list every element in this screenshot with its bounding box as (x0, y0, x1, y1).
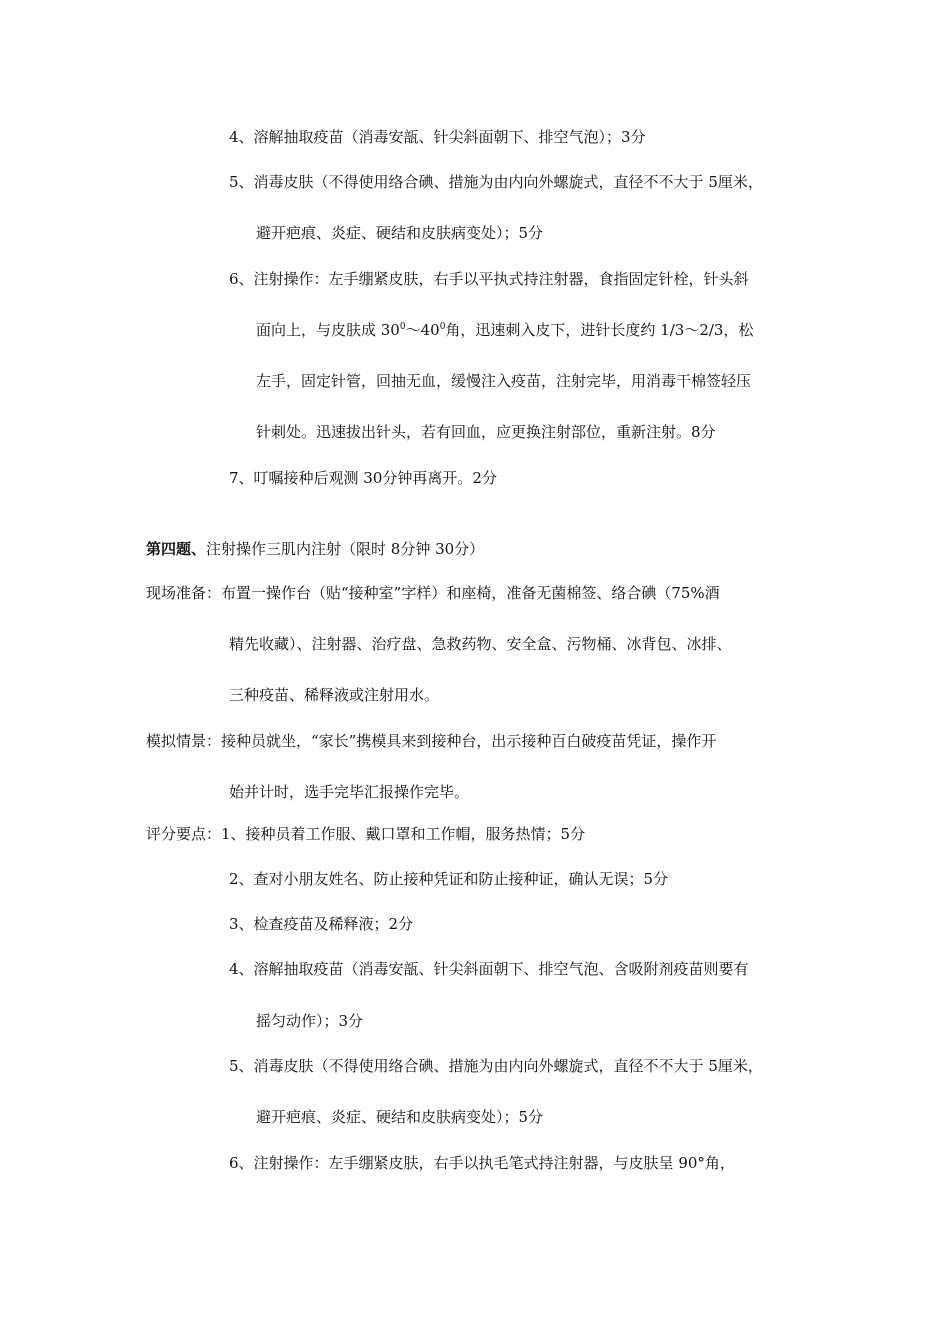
site-prep-cont-2: 三种疫苗、稀释液或注射用水。 (229, 686, 440, 704)
item-7-observe: 7、叮嘱接种后观测 30分钟再离开。2分 (229, 469, 497, 487)
item-4-vaccine-draw: 4、溶解抽取疫苗（消毒安瓿、针尖斜面朝下、排空气泡）；3分 (229, 128, 646, 146)
section-4-heading-bold: 第四题、 (146, 540, 207, 558)
section-4-heading-rest: 注射操作三肌内注射（限时 8分钟 30分） (206, 540, 485, 558)
scoring-1: 评分要点：1、接种员着工作服、戴口罩和工作帽，服务热情；5分 (146, 825, 586, 843)
item-6-injection-cont-2: 左手，固定针管，回抽无血，缓慢注入疫苗，注射完毕，用消毒干棉签轻压 (256, 372, 752, 390)
scenario: 模拟情景：接种员就坐，“家长”携模具来到接种台，出示接种百白破疫苗凭证，操作开 (146, 732, 717, 750)
item-6-injection-cont-1 (256, 320, 753, 340)
scenario-cont: 始并计时，选手完毕汇报操作完毕。 (229, 783, 470, 801)
item-6-injection-cont-3: 针刺处。迅速拔出针头，若有回血，应更换注射部位，重新注射。8分 (256, 423, 716, 441)
section-4-heading (146, 539, 484, 559)
scoring-4-cont: 摇匀动作）；3分 (256, 1012, 364, 1030)
item-6-injection: 6、注射操作：左手绷紧皮肤，右手以平执式持注射器，食指固定针栓，针头斜 (229, 270, 749, 288)
site-prep-cont-1: 精先收藏）、注射器、治疗盘、急救药物、安全盒、污物桶、冰背包、冰排、 (229, 635, 732, 653)
scoring-2: 2、查对小朋友姓名、防止接种凭证和防止接种证，确认无误；5分 (229, 870, 669, 888)
site-prep: 现场准备：布置一操作台（贴“接种室”字样）和座椅，准备无菌棉签、络合碘（75%酒 (146, 584, 720, 602)
degree-sup-2: 0 (439, 322, 446, 332)
angle-text-post: 角，迅速刺入皮下，进针长度约 1/3～2/3，松 (445, 321, 754, 339)
angle-text-mid: ～40 (405, 321, 440, 339)
scoring-6: 6、注射操作：左手绷紧皮肤，右手以执毛笔式持注射器，与皮肤呈 90°角， (229, 1154, 735, 1172)
scoring-5: 5、消毒皮肤（不得使用络合碘、措施为由内向外螺旋式，直径不不大于 5厘米， (229, 1057, 763, 1075)
item-5-skin-disinfect: 5、消毒皮肤（不得使用络合碘、措施为由内向外螺旋式，直径不不大于 5厘米， (229, 173, 763, 191)
scoring-3: 3、检查疫苗及稀释液；2分 (229, 915, 414, 933)
scoring-5-cont: 避开疤痕、炎症、硬结和皮肤病变处）；5分 (256, 1108, 544, 1126)
angle-text-pre: 面向上，与皮肤成 30 (256, 321, 400, 339)
scoring-4: 4、溶解抽取疫苗（消毒安瓿、针尖斜面朝下、排空气泡、含吸附剂疫苗则要有 (229, 960, 749, 978)
degree-sup-1: 0 (399, 322, 406, 332)
item-5-skin-disinfect-cont: 避开疤痕、炎症、硬结和皮肤病变处）；5分 (256, 224, 544, 242)
